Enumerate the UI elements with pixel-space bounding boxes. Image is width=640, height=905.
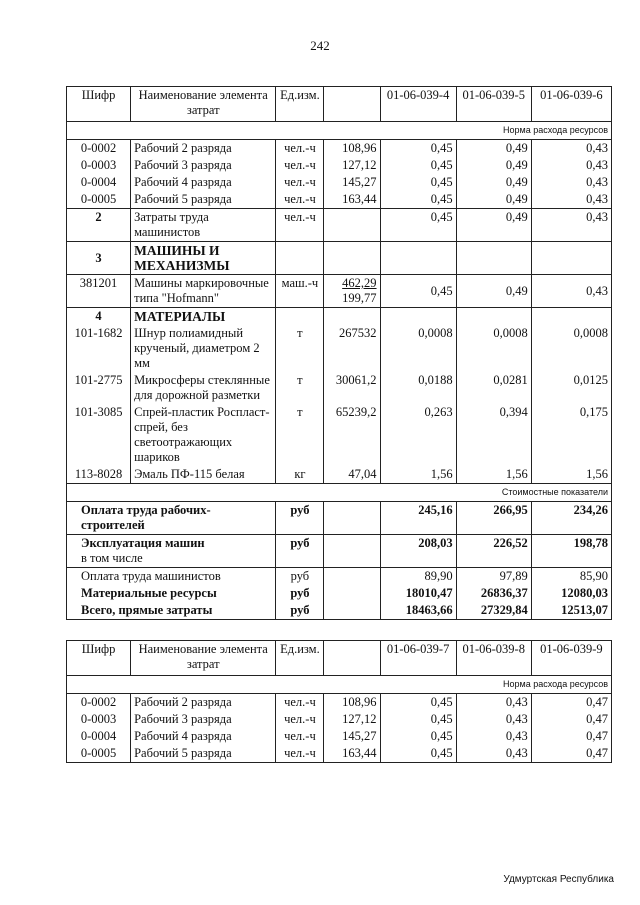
- group-row-materials: [67, 308, 612, 326]
- cell-value: 0,49: [456, 140, 531, 158]
- cell-empty: [380, 242, 456, 275]
- cell-value: 198,78: [531, 535, 611, 568]
- cell-price: 127,12: [324, 711, 380, 728]
- cell-price: 47,04: [324, 466, 380, 484]
- table-row-machinist-labor: [67, 209, 612, 242]
- cell-empty: [324, 602, 380, 620]
- cell-code: 0-0003: [67, 711, 131, 728]
- cell-empty: [324, 568, 380, 586]
- cell-value: 0,45: [380, 174, 456, 191]
- table-row: [67, 466, 612, 484]
- group-title-machines: МАШИНЫ И МЕХАНИЗМЫ: [131, 242, 276, 275]
- cell-value: 85,90: [531, 568, 611, 586]
- cell-value: 0,45: [380, 209, 456, 242]
- cell-unit: т: [276, 325, 324, 372]
- section-label-costs: Стоимостные показатели: [67, 484, 612, 502]
- cell-code: 0-0002: [67, 694, 131, 712]
- cell-empty: [456, 242, 531, 275]
- cell-unit: чел.-ч: [276, 157, 324, 174]
- cell-value: 1,56: [456, 466, 531, 484]
- table-row: [67, 157, 612, 174]
- section-label-norms: Норма расхода ресурсов: [67, 122, 612, 140]
- cell-unit: руб: [276, 502, 324, 535]
- cell-value: 18463,66: [380, 602, 456, 620]
- cell-price: [324, 209, 380, 242]
- cell-value: 0,0008: [380, 325, 456, 372]
- header-price: [324, 641, 380, 676]
- cell-value: 0,45: [380, 745, 456, 763]
- cell-price: 108,96: [324, 694, 380, 712]
- cell-name: Рабочий 5 разряда: [131, 745, 276, 763]
- cell-name: Эмаль ПФ-115 белая: [131, 466, 276, 484]
- cell-unit: кг: [276, 466, 324, 484]
- cell-name: Затраты труда машинистов: [131, 209, 276, 242]
- cell-value: 0,45: [380, 157, 456, 174]
- cell-price: 145,27: [324, 174, 380, 191]
- cell-unit: чел.-ч: [276, 191, 324, 209]
- cell-value: 0,47: [531, 728, 611, 745]
- cell-value: 0,43: [531, 209, 611, 242]
- cell-value: 0,49: [456, 209, 531, 242]
- cell-value: 0,43: [456, 728, 531, 745]
- cell-value: 0,45: [380, 140, 456, 158]
- cell-value: 18010,47: [380, 585, 456, 602]
- cost-row-wages: [67, 502, 612, 535]
- cell-unit: маш.-ч: [276, 275, 324, 308]
- cell-price: 267532: [324, 325, 380, 372]
- cell-value: 0,47: [531, 711, 611, 728]
- header-name: Наименование элемента затрат: [131, 641, 276, 676]
- cell-code: 101-3085: [67, 404, 131, 466]
- table-header-row: [67, 641, 612, 676]
- cell-code: 0-0004: [67, 728, 131, 745]
- cell-value: 12080,03: [531, 585, 611, 602]
- cell-unit: чел.-ч: [276, 728, 324, 745]
- cell-value: 0,263: [380, 404, 456, 466]
- section-row-costs: [67, 484, 612, 502]
- table-row: [67, 325, 612, 372]
- cell-unit: чел.-ч: [276, 140, 324, 158]
- cell-value: 0,43: [531, 140, 611, 158]
- cost-label: Всего, прямые затраты: [67, 602, 276, 620]
- cell-unit: чел.-ч: [276, 174, 324, 191]
- cell-value: 0,49: [456, 275, 531, 308]
- cell-value: 0,175: [531, 404, 611, 466]
- cell-unit: чел.-ч: [276, 209, 324, 242]
- cell-value: 0,43: [531, 174, 611, 191]
- cell-name: Рабочий 4 разряда: [131, 728, 276, 745]
- cell-code: 0-0003: [67, 157, 131, 174]
- header-col-1: 01-06-039-7: [380, 641, 456, 676]
- cell-name: Спрей-пластик Роспласт-спрей, без светоотражающих шариков: [131, 404, 276, 466]
- cell-code: 0-0002: [67, 140, 131, 158]
- header-col-2: 01-06-039-5: [456, 87, 531, 122]
- price-bottom: 199,77: [342, 291, 377, 305]
- cell-code: 4: [67, 308, 131, 326]
- cell-empty: [276, 242, 324, 275]
- cell-name: Рабочий 4 разряда: [131, 174, 276, 191]
- table-row: [67, 694, 612, 712]
- cell-value: 0,45: [380, 711, 456, 728]
- table-row-machine: [67, 275, 612, 308]
- cell-value: 234,26: [531, 502, 611, 535]
- cell-code: 0-0005: [67, 191, 131, 209]
- table-row: [67, 404, 612, 466]
- cell-code: 0-0005: [67, 745, 131, 763]
- cell-name: Рабочий 2 разряда: [131, 140, 276, 158]
- cell-value: 1,56: [531, 466, 611, 484]
- cell-value: 0,45: [380, 191, 456, 209]
- cell-value: 208,03: [380, 535, 456, 568]
- header-code: Шифр: [67, 641, 131, 676]
- cell-value: 0,47: [531, 745, 611, 763]
- cell-empty: [380, 308, 456, 326]
- cell-code: 3: [67, 242, 131, 275]
- cell-value: 0,0281: [456, 372, 531, 404]
- cell-value: 0,43: [531, 275, 611, 308]
- region-footer: Удмуртская Республика: [503, 874, 614, 885]
- cell-empty: [456, 308, 531, 326]
- group-row-machines: [67, 242, 612, 275]
- cell-code: 2: [67, 209, 131, 242]
- cell-value: 0,49: [456, 157, 531, 174]
- cell-unit: руб: [276, 535, 324, 568]
- section-row-norms: [67, 122, 612, 140]
- cost-label-sub: в том числе: [81, 551, 143, 565]
- cell-value: 0,43: [531, 157, 611, 174]
- cell-value: 0,0008: [531, 325, 611, 372]
- page-number: 242: [310, 38, 330, 53]
- resource-table-1: [66, 86, 612, 620]
- cell-value: 0,43: [456, 694, 531, 712]
- cell-code: 101-1682: [67, 325, 131, 372]
- cell-value: 0,43: [456, 711, 531, 728]
- cell-unit: т: [276, 372, 324, 404]
- cell-unit: чел.-ч: [276, 694, 324, 712]
- cost-row-materials: [67, 585, 612, 602]
- cell-value: 89,90: [380, 568, 456, 586]
- cell-value: 0,0188: [380, 372, 456, 404]
- cost-row-machines: [67, 535, 612, 568]
- cell-unit: т: [276, 404, 324, 466]
- cell-value: 266,95: [456, 502, 531, 535]
- cost-label-machines: Эксплуатация машин: [81, 536, 205, 550]
- table-row: [67, 191, 612, 209]
- cell-price: 163,44: [324, 745, 380, 763]
- table-row: [67, 140, 612, 158]
- cell-price: 163,44: [324, 191, 380, 209]
- cell-empty: [324, 308, 380, 326]
- cell-empty: [324, 502, 380, 535]
- header-col-2: 01-06-039-8: [456, 641, 531, 676]
- cell-value: 0,394: [456, 404, 531, 466]
- cell-name: Рабочий 5 разряда: [131, 191, 276, 209]
- cell-empty: [324, 242, 380, 275]
- cell-unit: чел.-ч: [276, 711, 324, 728]
- cost-label: Материальные ресурсы: [67, 585, 276, 602]
- cell-unit: руб: [276, 585, 324, 602]
- section-label-norms: Норма расхода ресурсов: [67, 676, 612, 694]
- table-row: [67, 372, 612, 404]
- cell-price: 108,96: [324, 140, 380, 158]
- cell-value: 0,45: [380, 694, 456, 712]
- cell-value: 245,16: [380, 502, 456, 535]
- cell-value: 12513,07: [531, 602, 611, 620]
- header-price: [324, 87, 380, 122]
- cell-code: 101-2775: [67, 372, 131, 404]
- cell-value: 0,49: [456, 191, 531, 209]
- cell-value: 27329,84: [456, 602, 531, 620]
- cell-empty: [324, 535, 380, 568]
- cost-row-total: [67, 602, 612, 620]
- table-header-row: [67, 87, 612, 122]
- cell-value: 0,45: [380, 275, 456, 308]
- table-row: [67, 711, 612, 728]
- cell-value: 0,45: [380, 728, 456, 745]
- cell-unit: чел.-ч: [276, 745, 324, 763]
- cell-value: 0,43: [531, 191, 611, 209]
- cell-price: 127,12: [324, 157, 380, 174]
- header-unit: Ед.изм.: [276, 87, 324, 122]
- cell-value: 97,89: [456, 568, 531, 586]
- header-unit: Ед.изм.: [276, 641, 324, 676]
- cost-label: Оплата труда рабочих-строителей: [67, 502, 276, 535]
- cell-name: Рабочий 3 разряда: [131, 711, 276, 728]
- cell-value: 226,52: [456, 535, 531, 568]
- section-row-norms: [67, 676, 612, 694]
- cell-empty: [276, 308, 324, 326]
- cost-row-machinist-wages: [67, 568, 612, 586]
- table-row: [67, 174, 612, 191]
- cell-price: 65239,2: [324, 404, 380, 466]
- cell-price: [324, 275, 380, 308]
- cell-name: Микросферы стеклянные для дорожной разметки: [131, 372, 276, 404]
- cost-label: Оплата труда машинистов: [67, 568, 276, 586]
- cell-code: 113-8028: [67, 466, 131, 484]
- cell-name: Машины маркировочные типа "Hofmann": [131, 275, 276, 308]
- cell-value: 0,0125: [531, 372, 611, 404]
- cell-value: 1,56: [380, 466, 456, 484]
- header-col-3: 01-06-039-6: [531, 87, 611, 122]
- cell-name: Шнур полиамидный крученый, диаметром 2 мм: [131, 325, 276, 372]
- cell-value: 26836,37: [456, 585, 531, 602]
- cell-value: 0,0008: [456, 325, 531, 372]
- cell-value: 0,43: [456, 745, 531, 763]
- cell-unit: руб: [276, 602, 324, 620]
- cell-name: Рабочий 3 разряда: [131, 157, 276, 174]
- table-row: [67, 728, 612, 745]
- header-name: Наименование элемента затрат: [131, 87, 276, 122]
- cell-empty: [531, 308, 611, 326]
- resource-table-2: [66, 640, 612, 763]
- cell-code: 0-0004: [67, 174, 131, 191]
- cell-value: 0,49: [456, 174, 531, 191]
- header-col-1: 01-06-039-4: [380, 87, 456, 122]
- cell-empty: [531, 242, 611, 275]
- group-title-materials: МАТЕРИАЛЫ: [131, 308, 276, 326]
- cell-unit: руб: [276, 568, 324, 586]
- cell-name: Рабочий 2 разряда: [131, 694, 276, 712]
- cell-value: 0,47: [531, 694, 611, 712]
- cost-label: [67, 535, 276, 568]
- cell-price: 30061,2: [324, 372, 380, 404]
- header-col-3: 01-06-039-9: [531, 641, 611, 676]
- cell-empty: [324, 585, 380, 602]
- price-top: 462,29: [342, 276, 377, 290]
- header-code: Шифр: [67, 87, 131, 122]
- table-row: [67, 745, 612, 763]
- cell-code: 381201: [67, 275, 131, 308]
- cell-price: 145,27: [324, 728, 380, 745]
